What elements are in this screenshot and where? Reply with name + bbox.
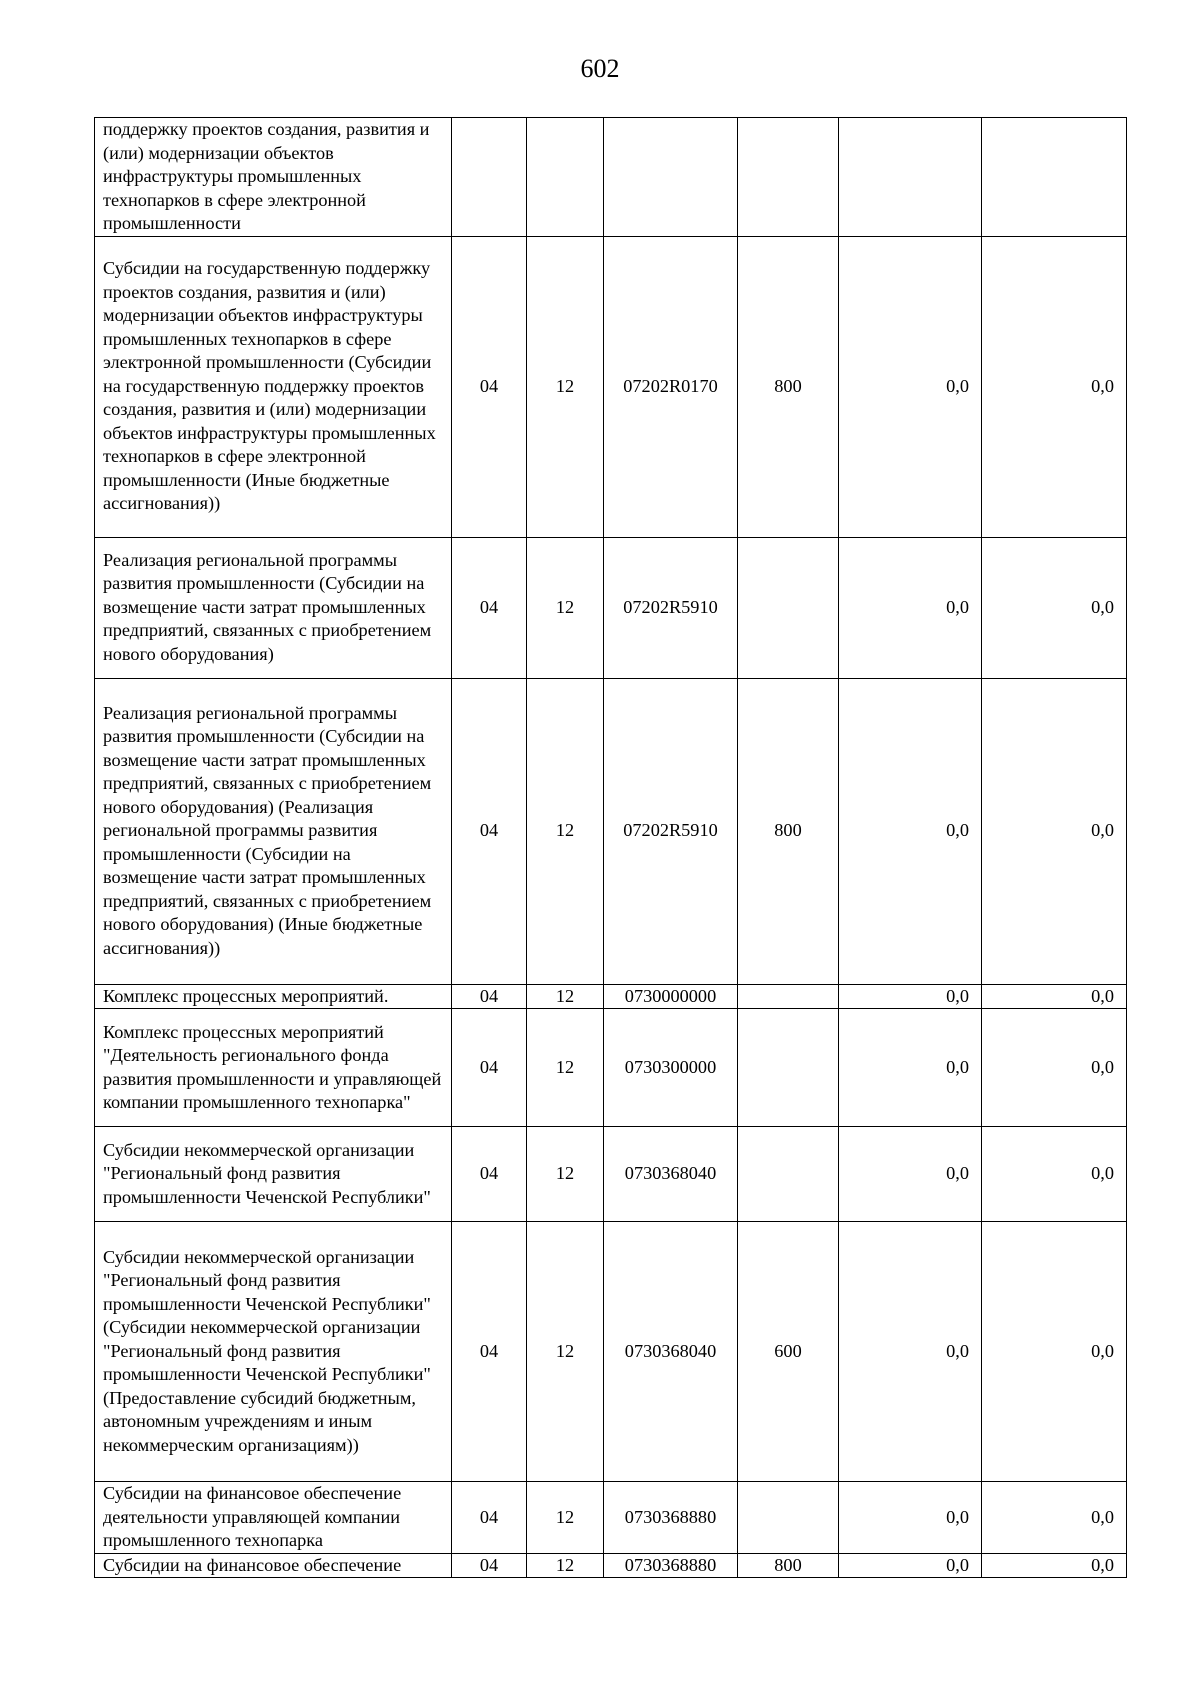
- table-row: [95, 118, 1127, 237]
- row-name: Комплекс процессных мероприятий "Деятельность регионального фонда развития промышленности и управляющей компании промышленного технопарка": [95, 1009, 452, 1127]
- row-section: 04: [452, 1009, 527, 1127]
- row-subsection: 12: [527, 984, 604, 1009]
- row-sum-1: 0,0: [839, 1482, 982, 1554]
- row-expense-type: 600: [738, 1222, 839, 1482]
- row-name: Субсидии на государственную поддержку проектов создания, развития и (или) модернизации объектов инфраструктуры промышленных технопарков в сфере электронной промышленности (Субсидии на государственную поддержку проектов создания, развития и (или) модернизации объектов инфраструктуры промышленных технопарков в сфере электронной промышленности (Иные бюджетные ассигнования)): [95, 236, 452, 537]
- table-row: [95, 1222, 1127, 1482]
- row-name: Субсидии на финансовое обеспечение: [95, 1553, 452, 1578]
- row-subsection: 12: [527, 1222, 604, 1482]
- row-subsection: [527, 118, 604, 237]
- table-row: [95, 1482, 1127, 1554]
- row-name: Комплекс процессных мероприятий.: [95, 984, 452, 1009]
- row-sum-2: 0,0: [982, 678, 1127, 984]
- row-target-article: 07202R0170: [604, 236, 738, 537]
- table-row: [95, 236, 1127, 537]
- row-section: 04: [452, 984, 527, 1009]
- row-target-article: 0730368880: [604, 1553, 738, 1578]
- row-name: Реализация региональной программы развития промышленности (Субсидии на возмещение части затрат промышленных предприятий, связанных с приобретением нового оборудования) (Реализация региональной программы развития промышленности (Субсидии на возмещение части затрат промышленных предприятий, связанных с приобретением нового оборудования) (Иные бюджетные ассигнования)): [95, 678, 452, 984]
- row-target-article: 0730300000: [604, 1009, 738, 1127]
- row-sum-2: 0,0: [982, 984, 1127, 1009]
- row-sum-2: 0,0: [982, 537, 1127, 678]
- row-subsection: 12: [527, 1127, 604, 1222]
- table-row: [95, 537, 1127, 678]
- row-target-article: 0730368880: [604, 1482, 738, 1554]
- row-name: поддержку проектов создания, развития и (или) модернизации объектов инфраструктуры промышленных технопарков в сфере электронной промышленности: [95, 118, 452, 237]
- row-sum-1: [839, 118, 982, 237]
- table-row: [95, 1009, 1127, 1127]
- table-row: [95, 678, 1127, 984]
- row-target-article: 07202R5910: [604, 678, 738, 984]
- row-sum-1: 0,0: [839, 1009, 982, 1127]
- row-name: Субсидии некоммерческой организации "Региональный фонд развития промышленности Чеченской Республики" (Субсидии некоммерческой организации "Региональный фонд развития промышленности Чеченской Республики" (Предоставление субсидий бюджетным, автономным учреждениям и иным некоммерческим организациям)): [95, 1222, 452, 1482]
- row-section: [452, 118, 527, 237]
- row-expense-type: [738, 1127, 839, 1222]
- row-section: 04: [452, 1127, 527, 1222]
- row-target-article: 0730368040: [604, 1222, 738, 1482]
- row-target-article: [604, 118, 738, 237]
- table-row: [95, 984, 1127, 1009]
- row-section: 04: [452, 1222, 527, 1482]
- row-expense-type: 800: [738, 236, 839, 537]
- row-name: Субсидии на финансовое обеспечение деятельности управляющей компании промышленного технопарка: [95, 1482, 452, 1554]
- row-sum-1: 0,0: [839, 984, 982, 1009]
- budget-table: [94, 117, 1127, 1578]
- row-section: 04: [452, 678, 527, 984]
- row-sum-2: 0,0: [982, 236, 1127, 537]
- row-sum-2: 0,0: [982, 1127, 1127, 1222]
- page-number: 602: [580, 54, 620, 83]
- row-sum-1: 0,0: [839, 1222, 982, 1482]
- row-expense-type: [738, 984, 839, 1009]
- row-section: 04: [452, 1482, 527, 1554]
- row-target-article: 0730000000: [604, 984, 738, 1009]
- row-sum-2: [982, 118, 1127, 237]
- row-subsection: 12: [527, 236, 604, 537]
- row-sum-2: 0,0: [982, 1009, 1127, 1127]
- row-target-article: 0730368040: [604, 1127, 738, 1222]
- row-subsection: 12: [527, 1482, 604, 1554]
- row-subsection: 12: [527, 1009, 604, 1127]
- row-section: 04: [452, 1553, 527, 1578]
- row-section: 04: [452, 236, 527, 537]
- row-sum-2: 0,0: [982, 1482, 1127, 1554]
- row-sum-2: 0,0: [982, 1222, 1127, 1482]
- row-expense-type: 800: [738, 678, 839, 984]
- row-name: Субсидии некоммерческой организации "Региональный фонд развития промышленности Чеченской Республики": [95, 1127, 452, 1222]
- row-target-article: 07202R5910: [604, 537, 738, 678]
- row-sum-1: 0,0: [839, 1553, 982, 1578]
- row-sum-2: 0,0: [982, 1553, 1127, 1578]
- table-row: [95, 1553, 1127, 1578]
- row-sum-1: 0,0: [839, 236, 982, 537]
- row-name: Реализация региональной программы развития промышленности (Субсидии на возмещение части затрат промышленных предприятий, связанных с приобретением нового оборудования): [95, 537, 452, 678]
- row-sum-1: 0,0: [839, 1127, 982, 1222]
- table-row: [95, 1127, 1127, 1222]
- row-subsection: 12: [527, 1553, 604, 1578]
- row-subsection: 12: [527, 678, 604, 984]
- row-expense-type: [738, 537, 839, 678]
- row-subsection: 12: [527, 537, 604, 678]
- row-expense-type: [738, 1482, 839, 1554]
- row-expense-type: [738, 118, 839, 237]
- row-expense-type: [738, 1009, 839, 1127]
- row-sum-1: 0,0: [839, 537, 982, 678]
- row-sum-1: 0,0: [839, 678, 982, 984]
- row-expense-type: 800: [738, 1553, 839, 1578]
- row-section: 04: [452, 537, 527, 678]
